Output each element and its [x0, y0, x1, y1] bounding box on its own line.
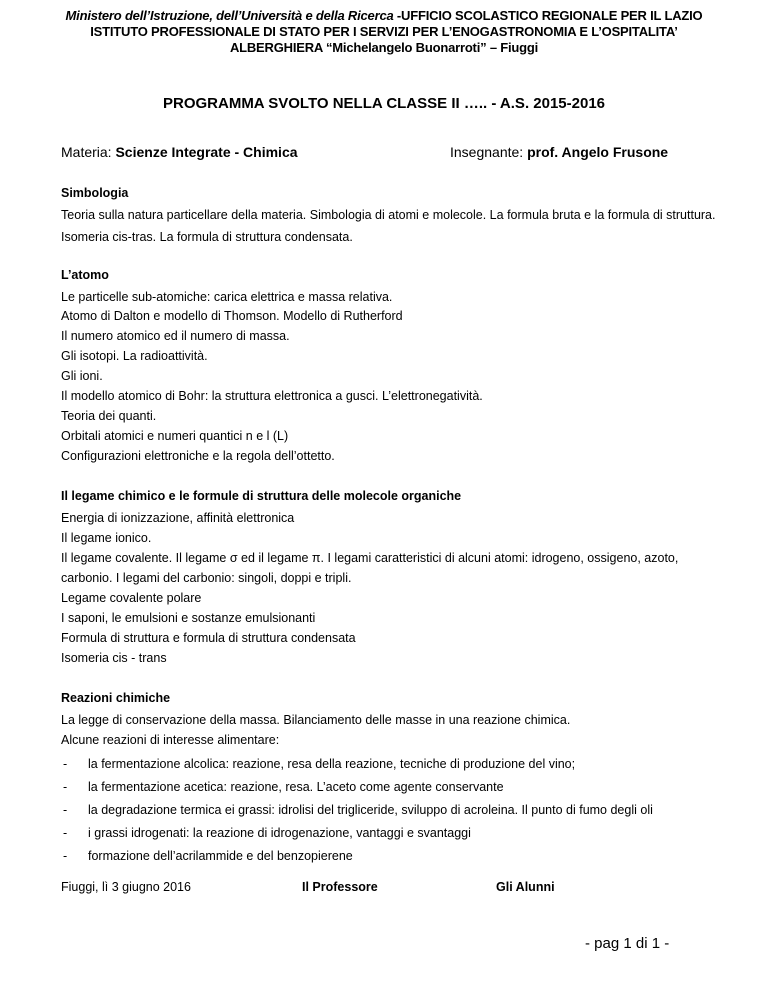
section-line: Teoria dei quanti.: [61, 409, 157, 423]
students-signature-label: Gli Alunni: [496, 880, 555, 894]
section-line: Il numero atomico ed il numero di massa.: [61, 329, 290, 343]
professor-signature-label: Il Professore: [302, 880, 378, 894]
bullet-marker: -: [63, 826, 68, 840]
section-line: Energia di ionizzazione, affinità elettronica: [61, 511, 295, 525]
bullet-marker: -: [63, 780, 68, 794]
bullet-item: i grassi idrogenati: la reazione di idrogenazione, vantaggi e svantaggi: [88, 826, 471, 840]
header-line-institute: ISTITUTO PROFESSIONALE DI STATO PER I SERVIZI PER L’ENOGASTRONOMIA E L’OSPITALITA’: [90, 24, 678, 39]
bullet-marker: -: [63, 849, 68, 863]
section-line: Gli ioni.: [61, 369, 103, 383]
bullet-item: la fermentazione alcolica: reazione, resa della reazione, tecniche di produzione del vino;: [88, 757, 576, 771]
section-line: Il legame covalente. Il legame σ ed il legame π. I legami caratteristici di alcuni atomi: idrogeno, ossigeno, azoto,: [61, 551, 679, 565]
header-line-school: ALBERGHIERA “Michelangelo Buonarroti” – Fiuggi: [229, 40, 539, 55]
subject-label: Materia:: [61, 144, 116, 160]
section-line: Il legame ionico.: [61, 531, 152, 545]
bullet-item: la degradazione termica ei grassi: idrolisi del trigliceride, sviluppo di acroleina. Il punto di fumo degli oli: [88, 803, 653, 817]
bullet-item: formazione dell’acrilammide e del benzopierene: [88, 849, 353, 863]
place-date: Fiuggi, lì 3 giugno 2016: [61, 880, 191, 894]
section-line: Formula di struttura e formula di struttura condensata: [61, 631, 356, 645]
section-title-simbologia: Simbologia: [61, 186, 129, 200]
section-line: Isomeria cis-tras. La formula di struttura condensata.: [61, 230, 353, 244]
teacher-value: prof. Angelo Frusone: [527, 144, 669, 160]
teacher-label: Insegnante:: [450, 144, 528, 160]
section-line: Isomeria cis - trans: [61, 651, 167, 665]
section-line: Orbitali atomici e numeri quantici n e l (L): [61, 429, 289, 443]
section-line: La legge di conservazione della massa. Bilanciamento delle masse in una reazione chimica.: [61, 713, 571, 727]
section-line: Atomo di Dalton e modello di Thomson. Modello di Rutherford: [61, 309, 403, 323]
document-title: PROGRAMMA SVOLTO NELLA CLASSE II ….. - A.S. 2015-2016: [162, 95, 606, 112]
section-line: Configurazioni elettroniche e la regola dell’ottetto.: [61, 449, 335, 463]
section-line: Il modello atomico di Bohr: la struttura elettronica a gusci. L’elettronegatività.: [61, 389, 483, 403]
section-line: Gli isotopi. La radioattività.: [61, 349, 208, 363]
section-title-reazioni-chimiche: Reazioni chimiche: [61, 691, 171, 705]
section-line: Alcune reazioni di interesse alimentare:: [61, 733, 280, 747]
subject-line: [61, 144, 298, 160]
regional-office: -UFFICIO SCOLASTICO REGIONALE PER IL LAZIO: [396, 8, 703, 23]
section-line: carbonio. I legami del carbonio: singoli, doppi e tripli.: [61, 571, 352, 585]
section-title-atomo: L’atomo: [61, 268, 109, 282]
page-number: - pag 1 di 1 -: [585, 935, 670, 952]
bullet-marker: -: [63, 803, 68, 817]
subject-value: Scienze Integrate - Chimica: [115, 144, 298, 160]
ministry-name: Ministero dell’Istruzione, dell’Università e della Ricerca: [65, 8, 397, 23]
bullet-marker: -: [63, 757, 68, 771]
teacher-line: [450, 144, 668, 160]
section-line: Teoria sulla natura particellare della materia. Simbologia di atomi e molecole. La formula bruta e la formula di struttura.: [61, 208, 716, 222]
section-line: Legame covalente polare: [61, 591, 202, 605]
bullet-item: la fermentazione acetica: reazione, resa. L’aceto come agente conservante: [88, 780, 504, 794]
section-line: I saponi, le emulsioni e sostanze emulsionanti: [61, 611, 316, 625]
section-line: Le particelle sub-atomiche: carica elettrica e massa relativa.: [61, 290, 393, 304]
section-title-legame-chimico: Il legame chimico e le formule di struttura delle molecole organiche: [61, 489, 462, 503]
header-line-ministry: [0, 8, 768, 24]
